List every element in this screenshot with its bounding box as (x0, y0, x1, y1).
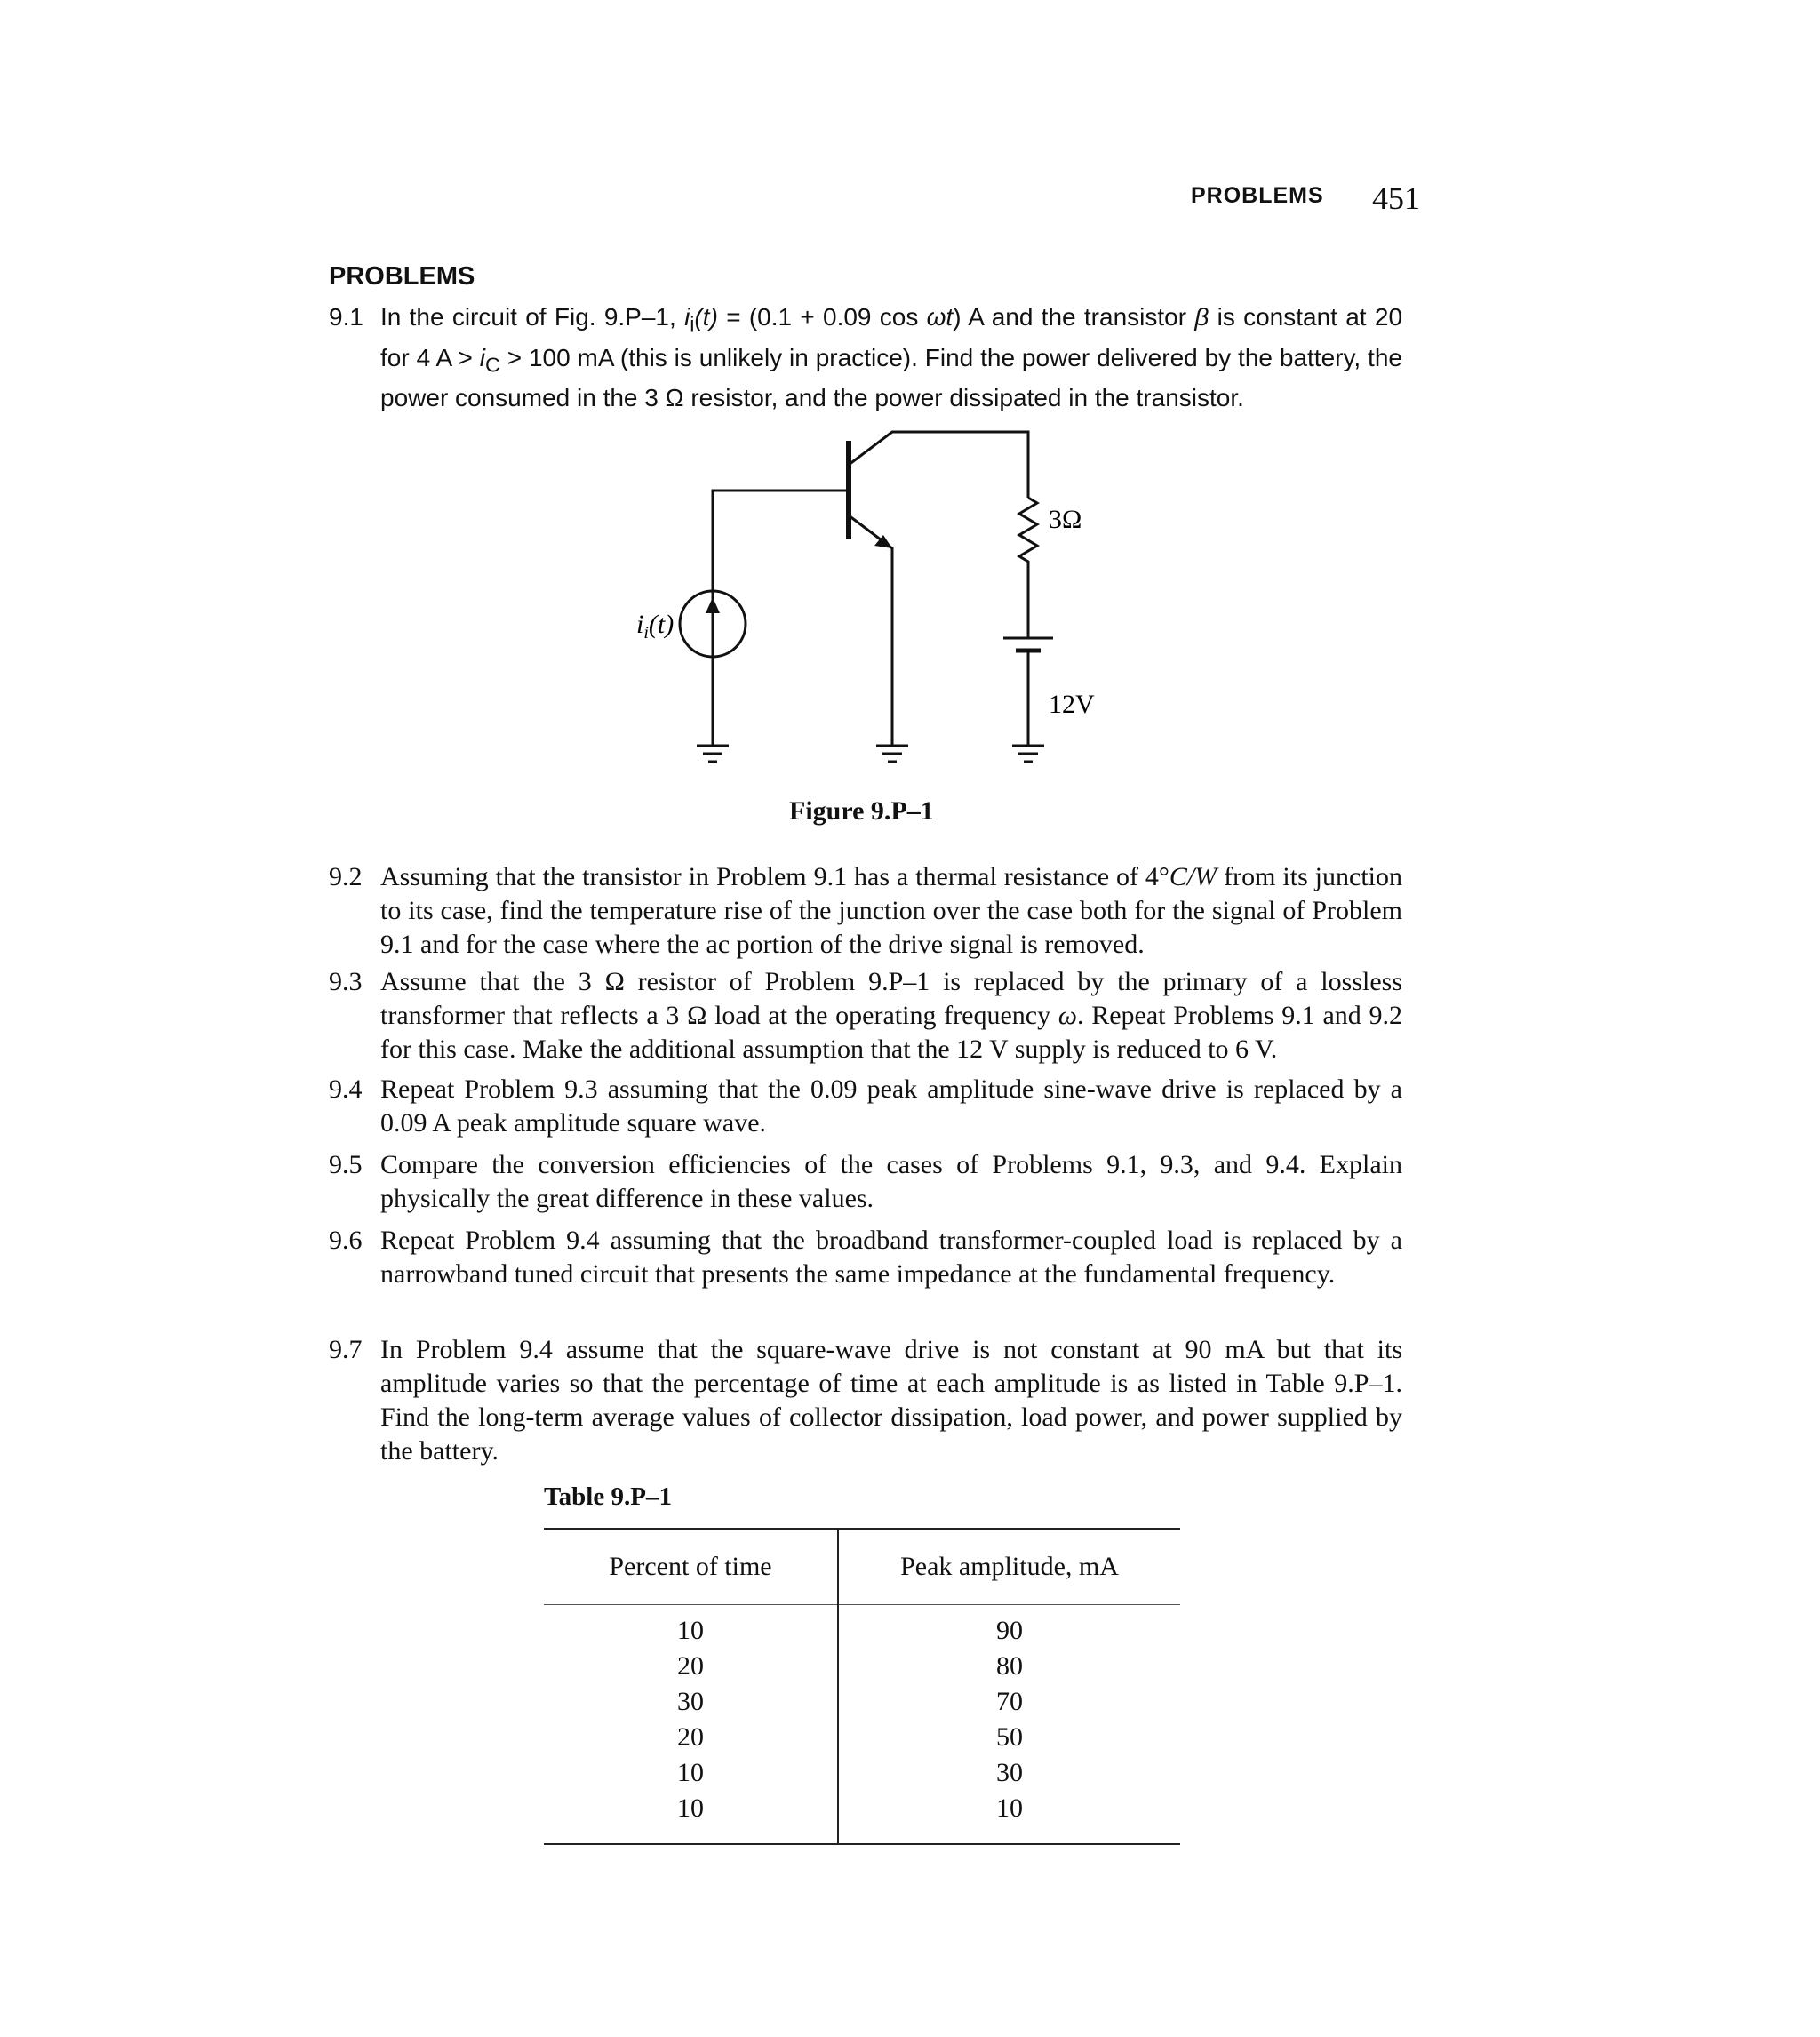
source-label: $i_i(t)$ (636, 610, 675, 643)
table-cell: 50 (996, 1722, 1023, 1752)
base-wire (713, 491, 849, 715)
page-number: 451 (1372, 180, 1420, 216)
table-cell: 10 (544, 1791, 838, 1844)
table-row (544, 1684, 1180, 1720)
problem-text: Assuming that the transistor in Problem 9.1 has a thermal resistance of 4°C/W from its junction to its case, find the temperature rise of the junction over the case both for the signal of Problem 9.1 and for the case where the ac portion of the drive signal is removed. (380, 862, 1403, 959)
problem-number: 9.1 (329, 303, 363, 331)
table-row (544, 1755, 1180, 1791)
section-title: PROBLEMS (329, 262, 475, 291)
table-cell: 10 (544, 1755, 838, 1791)
problem-text: Repeat Problem 9.3 assuming that the 0.09 peak amplitude sine-wave drive is replaced by a 0.09 A peak amplitude square wave. (380, 1074, 1402, 1138)
table-cell: 10 (544, 1605, 838, 1650)
problem-number: 9.4 (329, 1074, 363, 1104)
battery-label: 12V (1049, 690, 1095, 719)
table-header-row (544, 1529, 1180, 1605)
collector-wire (849, 432, 1028, 498)
table-cell: 30 (996, 1758, 1023, 1787)
problem-text: In the circuit of Fig. 9.P–1, $i_i(t) = (0.1 + 0.09$ cos ωt) A and the transistor β is constant at 20 for 4 $A > i_C > 100$ mA (this is unlikely in practice). Find the power delivered by the battery, the power consumed in the 3 Ω resistor, and the power dissipated in the transistor. (380, 303, 1403, 412)
problem-number: 9.3 (329, 967, 363, 996)
table-title: Table 9.P–1 (544, 1482, 672, 1511)
column-header: Percent of time (544, 1529, 838, 1605)
figure-caption: Figure 9.P–1 (789, 796, 934, 826)
table-row (544, 1720, 1180, 1755)
emitter-wire (849, 515, 892, 746)
resistor-symbol (1019, 498, 1037, 638)
data-table (544, 1528, 1180, 1845)
problem-number: 9.5 (329, 1150, 363, 1179)
problem-text: In Problem 9.4 assume that the square-wave drive is not constant at 90 mA but that its amplitude varies so that the percentage of time at each amplitude is as listed in Table 9.P–1. Find the long-term average values of collector dissipation, load power, and power supplied by the battery. (380, 1335, 1402, 1466)
ground-left-symbol (697, 746, 729, 762)
table-cell: 80 (996, 1651, 1023, 1681)
problem-text: Repeat Problem 9.4 assuming that the broadband transformer-coupled load is replaced by a narrowband tuned circuit that presents the same impedance at the fundamental frequency. (380, 1226, 1402, 1289)
ground-right-symbol (1012, 746, 1044, 762)
current-arrow-head (706, 597, 720, 613)
running-head-title: PROBLEMS (1191, 183, 1324, 208)
problem-text: Assume that the 3 Ω resistor of Problem 9.P–1 is replaced by the primary of a lossless transformer that reflects a 3 Ω load at the operating frequency ω. Repeat Problems 9.1 and 9.2 for this case. Make the additional assumption that the 12 V supply is reduced to 6 V. (380, 967, 1402, 1064)
table-row (544, 1791, 1180, 1844)
table-cell: 10 (996, 1793, 1023, 1823)
problem-text: Compare the conversion efficiencies of the cases of Problems 9.1, 9.3, and 9.4. Explain physically the great difference in these values. (380, 1150, 1402, 1213)
table-cell: 30 (544, 1684, 838, 1720)
table-cell: 90 (996, 1616, 1023, 1645)
table-row (544, 1649, 1180, 1684)
table-row (544, 1605, 1180, 1650)
problem-number: 9.7 (329, 1335, 363, 1364)
resistor-label: 3Ω (1049, 505, 1082, 534)
table-cell: 20 (544, 1649, 838, 1684)
ground-middle-symbol (876, 746, 908, 762)
column-header: Peak amplitude, mA (838, 1529, 1180, 1605)
table-cell: 70 (996, 1687, 1023, 1716)
problem-number: 9.2 (329, 862, 363, 891)
table-cell: 20 (544, 1720, 838, 1755)
problem-number: 9.6 (329, 1226, 363, 1255)
